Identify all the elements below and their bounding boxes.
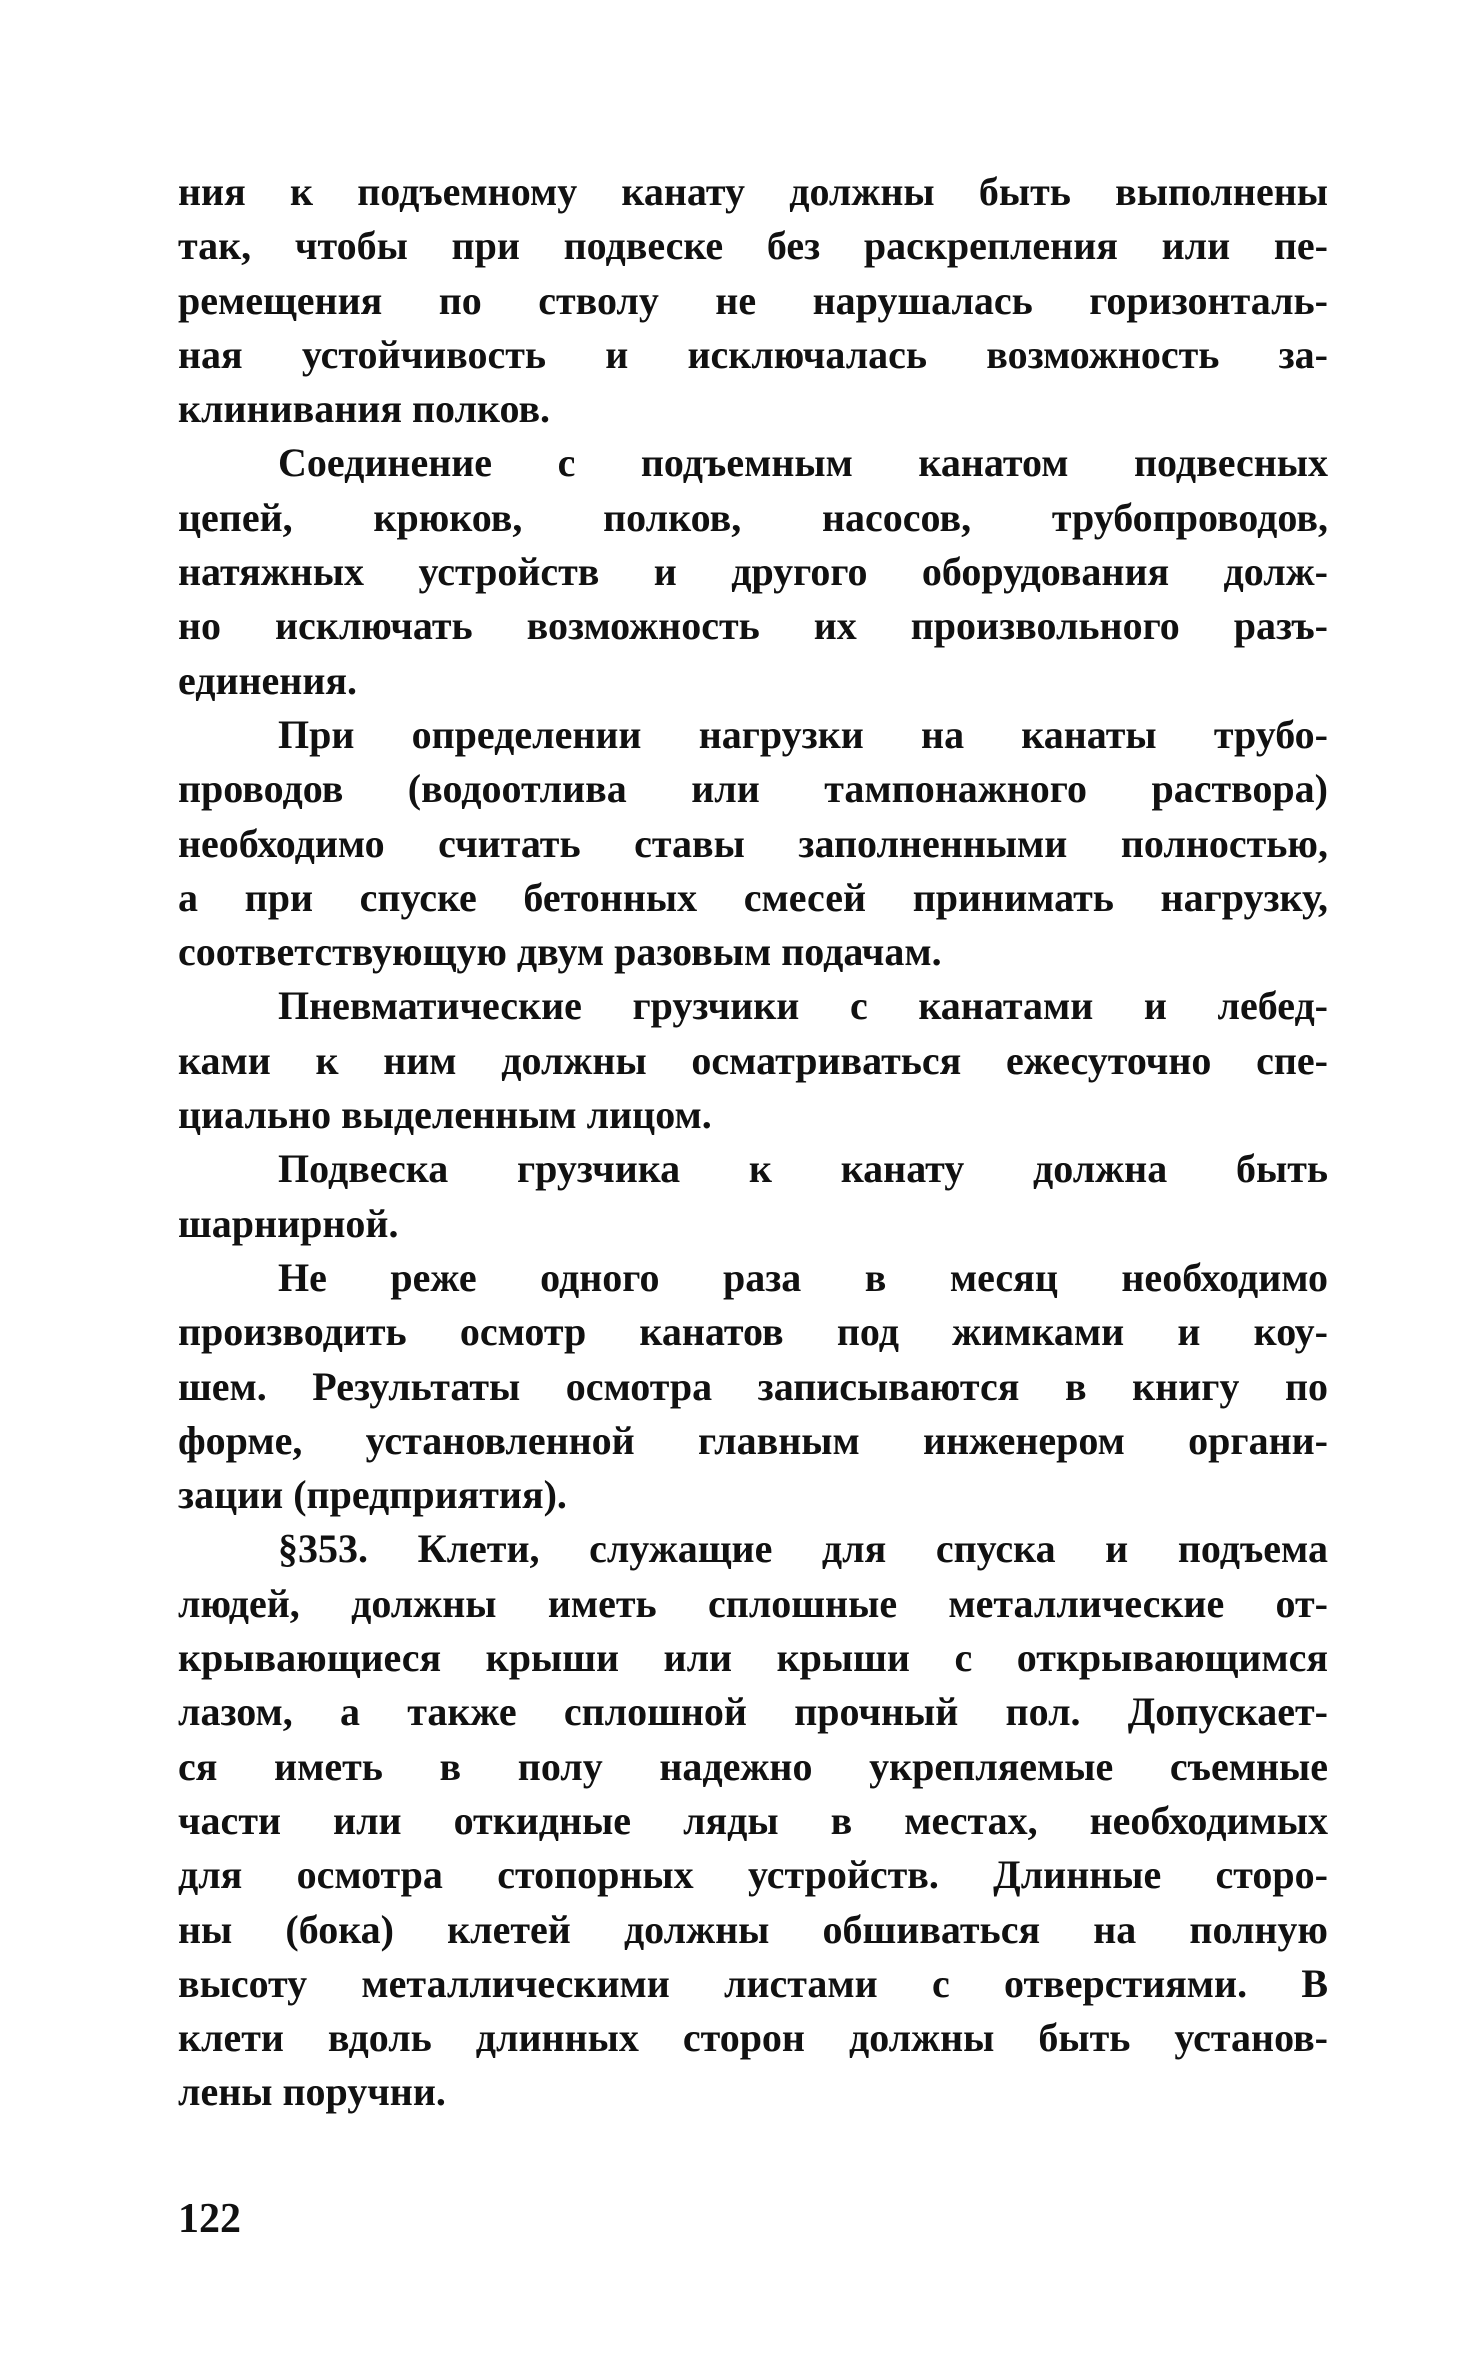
paragraph: [178, 708, 1328, 979]
text-line: шем. Результаты осмотра записываются в книгу по: [178, 1363, 1328, 1409]
text-line: единения.: [178, 657, 358, 703]
text-line: клинивания полков.: [178, 386, 551, 432]
text-line: ся иметь в полу надежно укрепляемые съемные: [178, 1743, 1328, 1789]
text-line: части или откидные ляды в местах, необходимых: [178, 1797, 1328, 1843]
text-line: соответствующую двум разовым подачам.: [178, 929, 942, 975]
text-line: ная устойчивость и исключалась возможность за-: [178, 331, 1328, 377]
text-line: форме, установленной главным инженером органи-: [178, 1417, 1328, 1463]
text-line: клети вдоль длинных сторон должны быть установ-: [178, 2015, 1328, 2061]
text-line: ны (бока) клетей должны обшиваться на полную: [178, 1906, 1328, 1952]
paragraph: [178, 436, 1328, 707]
text-line: лены поручни.: [178, 2069, 446, 2115]
text-line: ками к ним должны осматриваться ежесуточно спе-: [178, 1037, 1328, 1083]
text-line: Соединение с подъемным канатом подвесных: [278, 440, 1328, 486]
text-line: циально выделенным лицом.: [178, 1092, 712, 1138]
paragraph: [178, 165, 1328, 436]
text-line: а при спуске бетонных смесей принимать нагрузку,: [178, 874, 1328, 920]
text-line: натяжных устройств и другого оборудования долж-: [178, 549, 1328, 595]
text-line: так, чтобы при подвеске без раскрепления или пе-: [178, 223, 1328, 269]
text-line: При определении нагрузки на канаты трубо-: [278, 711, 1328, 757]
text-line: шарнирной.: [178, 1200, 399, 1246]
page-number: 122: [178, 2196, 241, 2242]
text-line: проводов (водоотлива или тампонажного раствора): [178, 766, 1328, 812]
paragraph: [178, 1522, 1328, 2119]
text-line: Не реже одного раза в месяц необходимо: [278, 1254, 1328, 1300]
paragraph: [178, 1142, 1328, 1251]
text-line: §353. Клети, служащие для спуска и подъема: [278, 1526, 1328, 1572]
text-line: Пневматические грузчики с канатами и лебед-: [278, 983, 1328, 1029]
body-text: [178, 165, 1328, 2120]
paragraph: [178, 979, 1328, 1142]
text-line: зации (предприятия).: [178, 1472, 567, 1518]
text-line: Подвеска грузчика к канату должна быть: [278, 1146, 1328, 1192]
text-line: цепей, крюков, полков, насосов, трубопроводов,: [178, 494, 1328, 540]
text-line: высоту металлическими листами с отверстиями. В: [178, 1960, 1328, 2006]
text-line: но исключать возможность их произвольного разъ-: [178, 603, 1328, 649]
text-line: ремещения по стволу не нарушалась горизонталь-: [178, 277, 1328, 323]
text-line: производить осмотр канатов под жимками и коу-: [178, 1309, 1328, 1355]
text-line: ния к подъемному канату должны быть выполнены: [178, 169, 1328, 214]
paragraph: [178, 1251, 1328, 1522]
text-line: лазом, а также сплошной прочный пол. Допускает-: [178, 1689, 1328, 1735]
text-line: для осмотра стопорных устройств. Длинные сторо-: [178, 1852, 1328, 1898]
text-line: людей, должны иметь сплошные металлические от-: [178, 1580, 1328, 1626]
text-line: крывающиеся крыши или крыши с открывающимся: [178, 1635, 1328, 1681]
text-line: необходимо считать ставы заполненными полностью,: [178, 820, 1328, 866]
